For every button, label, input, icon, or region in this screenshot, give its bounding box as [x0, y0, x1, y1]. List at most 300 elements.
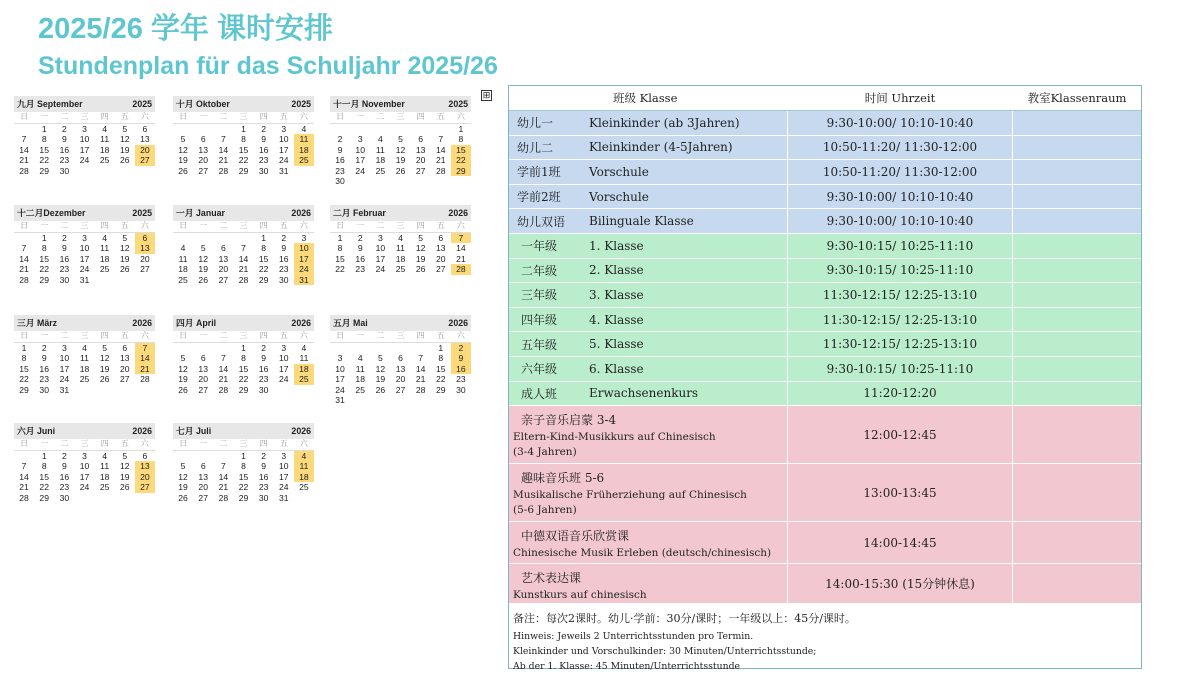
class-cell: [509, 283, 787, 307]
day: 20: [198, 155, 208, 165]
day: 3: [281, 450, 287, 461]
day: 15: [19, 363, 29, 374]
day: 2: [61, 450, 67, 461]
day: 24: [59, 374, 70, 384]
day: 11: [178, 253, 188, 264]
table-row: [509, 136, 1141, 161]
day: 11: [396, 243, 405, 253]
day: 26: [375, 384, 386, 395]
room-cell: [1013, 111, 1141, 135]
class-day: 24: [294, 264, 314, 275]
empty-day: [370, 124, 390, 135]
title-chinese: 2025/26 学年 课时安排: [38, 13, 333, 45]
day: 25: [99, 482, 110, 492]
class-name-de: 6. Klasse: [589, 361, 644, 376]
day: 17: [355, 155, 365, 165]
day: 14: [415, 363, 426, 374]
day: 12: [395, 144, 406, 155]
weekday-label: 三: [233, 112, 253, 124]
day: 8: [41, 461, 47, 471]
weekday-label: 日: [14, 439, 34, 451]
weekday-label: 二: [213, 221, 233, 233]
month-name: 五月 Mai: [333, 318, 368, 328]
day: 23: [258, 482, 269, 492]
weekday-label: 三: [74, 439, 94, 451]
weekday-label: 三: [233, 439, 253, 451]
day: 25: [355, 384, 365, 395]
day: 2: [261, 123, 267, 134]
month-days-grid: [173, 439, 314, 503]
day: 23: [258, 374, 269, 384]
day: 2: [357, 232, 363, 243]
day: 25: [299, 482, 309, 492]
day: 20: [198, 482, 208, 492]
day: 10: [355, 144, 365, 155]
weekday-label: 二: [54, 112, 74, 124]
empty-day: [193, 343, 213, 354]
day: 18: [99, 471, 110, 482]
class-day: 25: [294, 155, 314, 166]
day: 28: [435, 165, 446, 176]
day: 3: [61, 342, 67, 353]
weekday-label: 六: [135, 331, 155, 343]
day: 11: [355, 363, 365, 374]
month-year: 2026: [291, 208, 311, 218]
header-klassenraum: 教室Klassenraum: [1027, 91, 1127, 105]
day: 20: [140, 253, 150, 264]
room-cell: [1013, 234, 1141, 258]
header-klasse: 班级 Klasse: [613, 91, 678, 105]
header-uhrzeit: 时间 Uhrzeit: [787, 86, 1013, 110]
day: 11: [80, 353, 89, 363]
month-name: 十二月Dezember: [17, 208, 86, 218]
month-header: [330, 96, 471, 112]
day: 21: [456, 253, 466, 264]
weekday-label: 五: [274, 331, 294, 343]
day: 3: [82, 123, 87, 134]
day: 23: [59, 482, 70, 492]
weekday-label: 日: [14, 331, 34, 343]
month-days-grid: [14, 331, 155, 395]
day: 9: [281, 243, 287, 253]
empty-day: [193, 124, 213, 135]
day: 9: [61, 134, 67, 144]
day: 26: [395, 165, 406, 176]
day: 17: [375, 253, 386, 264]
month-name: 六月 Juni: [17, 426, 56, 436]
day: 24: [79, 264, 90, 274]
course-name-de: Chinesische Musik Erleben (deutsch/chinesisch): [513, 547, 772, 560]
month-calendar: [173, 423, 314, 503]
notes-section: [509, 604, 1141, 674]
weekday-label: 四: [95, 112, 115, 124]
month-year: 2025: [448, 99, 468, 109]
day: 15: [39, 144, 49, 155]
weekday-label: 一: [34, 221, 54, 233]
day: 17: [59, 363, 70, 374]
course-age-de: (3-4 Jahren): [513, 446, 577, 459]
note-german-line: Hinweis: Jeweils 2 Unterrichtsstunden pro Termin.: [513, 631, 754, 643]
weekday-label: 五: [431, 112, 451, 124]
class-day: 18: [294, 145, 314, 156]
time-cell: 9:30-10:00/ 10:10-10:40: [787, 185, 1013, 209]
class-day: 7: [135, 343, 155, 354]
course-name-zh: 中德双语音乐欣赏课: [521, 529, 630, 544]
class-day: 28: [451, 264, 471, 275]
day: 27: [198, 492, 208, 503]
month-calendar: [14, 96, 155, 176]
month-calendar: [173, 205, 314, 285]
day: 21: [19, 155, 29, 165]
month-header: [14, 315, 155, 331]
class-cell: [509, 136, 787, 160]
day: 22: [238, 374, 249, 384]
day: 3: [82, 232, 87, 243]
weekday-label: 一: [34, 439, 54, 451]
day: 30: [39, 384, 49, 395]
day: 5: [122, 123, 128, 134]
weekday-label: 三: [233, 221, 253, 233]
weekday-label: 四: [95, 439, 115, 451]
day: 23: [278, 264, 289, 274]
room-cell: [1013, 357, 1141, 381]
day: 30: [258, 492, 269, 503]
day: 25: [99, 264, 110, 274]
course-name-zh: 艺术表达课: [521, 571, 582, 586]
class-name-zh: 一年级: [521, 239, 558, 254]
weekday-label: 六: [294, 331, 314, 343]
table-row: [509, 259, 1141, 284]
month-year: 2026: [132, 318, 152, 328]
day: 23: [258, 155, 269, 165]
day: 2: [261, 450, 267, 461]
day: 5: [180, 461, 186, 471]
day: 22: [335, 264, 345, 274]
day: 5: [200, 243, 206, 253]
day: 27: [198, 384, 208, 395]
day: 13: [140, 134, 150, 144]
day: 24: [278, 374, 289, 384]
day: 12: [375, 363, 386, 374]
day: 20: [119, 363, 130, 374]
month-calendar: [330, 315, 471, 406]
day: 22: [19, 374, 29, 384]
day: 13: [395, 363, 406, 374]
day: 21: [218, 374, 229, 384]
class-day: 7: [451, 233, 471, 244]
weekday-label: 四: [254, 112, 274, 124]
day: 5: [398, 134, 403, 144]
month-days-grid: [14, 112, 155, 176]
note-chinese: 备注：每次2课时。幼儿·学前：30分/课时；一年级以上：45分/课时。: [513, 612, 856, 626]
table-row: [509, 357, 1141, 382]
empty-day: [173, 233, 193, 244]
day: 9: [61, 243, 67, 253]
class-day: 11: [294, 461, 314, 472]
day: 1: [458, 123, 464, 134]
day: 27: [198, 165, 208, 176]
day: 22: [238, 155, 249, 165]
day: 28: [218, 165, 229, 176]
month-calendar: [14, 315, 155, 395]
month-header: [330, 315, 471, 331]
weekday-label: 二: [213, 439, 233, 451]
time-cell: 9:30-10:15/ 10:25-11:10: [787, 259, 1013, 283]
day: 1: [438, 342, 444, 353]
empty-day: [330, 343, 350, 354]
month-header: [173, 315, 314, 331]
class-day: 29: [451, 166, 471, 177]
day: 15: [435, 363, 446, 374]
month-calendar: [173, 315, 314, 395]
day: 7: [220, 134, 226, 144]
day: 1: [41, 450, 47, 461]
day: 27: [415, 165, 426, 176]
schedule-table: [508, 85, 1142, 673]
day: 17: [79, 253, 90, 264]
table-row: [509, 234, 1141, 259]
class-name-zh: 五年级: [521, 337, 558, 352]
day: 9: [261, 353, 267, 363]
day: 14: [435, 144, 446, 155]
day: 5: [180, 353, 186, 363]
class-day: 13: [135, 461, 155, 472]
class-day: 2: [451, 343, 471, 354]
day: 21: [435, 155, 446, 165]
weekday-label: 五: [115, 221, 135, 233]
time-cell: 11:30-12:15/ 12:25-13:10: [787, 308, 1013, 332]
day: 20: [435, 253, 446, 264]
day: 18: [375, 155, 386, 165]
day: 17: [278, 363, 289, 374]
day: 14: [19, 253, 29, 264]
day: 1: [337, 232, 343, 243]
weekday-label: 五: [274, 221, 294, 233]
empty-day: [173, 451, 193, 462]
class-day: 10: [294, 243, 314, 254]
day: 20: [198, 374, 208, 384]
day: 8: [41, 134, 47, 144]
day: 13: [198, 144, 208, 155]
day: 1: [241, 342, 246, 353]
weekday-label: 六: [135, 439, 155, 451]
month-year: 2026: [291, 318, 311, 328]
month-days-grid: [173, 221, 314, 285]
class-day: 4: [294, 451, 314, 462]
day: 30: [258, 384, 269, 395]
day: 30: [59, 165, 70, 176]
weekday-label: 二: [370, 331, 390, 343]
day: 24: [355, 165, 365, 176]
day: 28: [19, 165, 29, 176]
day: 26: [178, 165, 188, 176]
weekday-label: 一: [34, 112, 54, 124]
expand-table-icon[interactable]: ⊞: [482, 90, 491, 100]
day: 14: [19, 471, 29, 482]
month-year: 2026: [291, 426, 311, 436]
course-age-de: (5-6 Jahren): [513, 504, 577, 517]
empty-day: [350, 124, 370, 135]
course-name-zh: 亲子音乐启蒙 3-4: [521, 413, 617, 428]
month-calendar: [14, 205, 155, 285]
day: 3: [82, 450, 87, 461]
month-header: [330, 205, 471, 221]
day: 7: [241, 243, 246, 253]
day: 10: [375, 243, 386, 253]
day: 14: [238, 253, 249, 264]
day: 9: [261, 134, 267, 144]
empty-day: [193, 233, 213, 244]
day: 18: [355, 374, 365, 384]
day: 16: [258, 471, 269, 482]
day: 1: [41, 232, 47, 243]
class-day: 22: [451, 155, 471, 166]
day: 18: [99, 144, 110, 155]
weekday-label: 三: [390, 221, 410, 233]
day: 6: [220, 243, 226, 253]
day: 10: [79, 134, 90, 144]
day: 31: [335, 395, 345, 405]
time-cell: 9:30-10:15/ 10:25-11:10: [787, 357, 1013, 381]
day: 18: [178, 264, 188, 274]
day: 26: [119, 155, 130, 165]
class-name-de: Erwachsenenkurs: [589, 386, 699, 401]
day: 9: [41, 353, 47, 363]
day: 6: [200, 353, 206, 363]
day: 22: [238, 482, 249, 492]
class-name-zh: 学前2班: [517, 190, 561, 205]
table-row: [509, 160, 1141, 185]
month-name: 十月 Oktober: [176, 99, 230, 109]
room-cell: [1013, 308, 1141, 332]
day: 30: [59, 492, 70, 503]
month-header: [14, 96, 155, 112]
day: 31: [278, 492, 289, 503]
weekday-label: 日: [173, 221, 193, 233]
day: 22: [435, 374, 446, 384]
day: 2: [337, 134, 343, 144]
weekday-label: 六: [294, 221, 314, 233]
day: 14: [218, 471, 229, 482]
day: 8: [241, 134, 246, 144]
note-german-line: Ab der 1. Klasse: 45 Minuten/Unterrichtsstunde: [513, 661, 741, 673]
day: 12: [415, 243, 426, 253]
weekday-label: 二: [54, 439, 74, 451]
day: 22: [258, 264, 269, 274]
day: 5: [377, 353, 383, 363]
day: 26: [178, 492, 188, 503]
day: 8: [458, 134, 464, 144]
class-day: 11: [294, 134, 314, 145]
day: 13: [218, 253, 229, 264]
class-name-de: 2. Klasse: [589, 263, 644, 278]
day: 6: [142, 450, 148, 461]
day: 5: [122, 450, 128, 461]
day: 17: [79, 471, 90, 482]
day: 29: [238, 384, 249, 395]
day: 22: [39, 482, 49, 492]
class-cell: [509, 209, 787, 233]
month-name: 一月 Januar: [176, 208, 225, 218]
day: 8: [21, 353, 27, 363]
day: 21: [218, 482, 229, 492]
empty-day: [213, 343, 233, 354]
weekday-label: 六: [294, 439, 314, 451]
weekday-label: 日: [330, 331, 350, 343]
class-cell: [509, 160, 787, 184]
room-cell: [1013, 564, 1141, 603]
day: 6: [438, 232, 444, 243]
day: 13: [415, 144, 426, 155]
day: 10: [59, 353, 70, 363]
month-name: 四月 April: [176, 318, 217, 328]
day: 6: [122, 342, 128, 353]
day: 21: [415, 374, 426, 384]
day: 3: [377, 232, 383, 243]
day: 19: [119, 471, 130, 482]
day: 20: [415, 155, 426, 165]
day: 17: [278, 471, 289, 482]
day: 7: [220, 461, 226, 471]
class-day: 17: [294, 254, 314, 265]
room-cell: [1013, 522, 1141, 563]
month-days-grid: [330, 112, 471, 187]
room-cell: [1013, 160, 1141, 184]
day: 10: [278, 461, 289, 471]
empty-day: [390, 124, 410, 135]
class-name-zh: 学前1班: [517, 165, 561, 180]
month-days-grid: [173, 331, 314, 395]
class-name-zh: 幼儿双语: [517, 214, 566, 229]
day: 26: [415, 264, 426, 274]
day: 7: [418, 353, 424, 363]
day: 2: [61, 232, 67, 243]
month-calendar: [330, 96, 471, 187]
day: 6: [200, 461, 206, 471]
day: 26: [178, 384, 188, 395]
day: 25: [395, 264, 406, 274]
day: 6: [200, 134, 206, 144]
class-cell: [509, 185, 787, 209]
class-day: 31: [294, 275, 314, 286]
table-row: [509, 185, 1141, 210]
day: 19: [119, 144, 130, 155]
class-name-zh: 成人班: [521, 386, 558, 401]
course-cell: [509, 564, 787, 603]
empty-day: [14, 451, 34, 462]
day: 5: [102, 342, 108, 353]
table-row: [509, 283, 1141, 308]
empty-day: [411, 124, 431, 135]
course-row: [509, 406, 1141, 464]
class-name-zh: 六年级: [521, 362, 558, 377]
course-cell: [509, 406, 787, 463]
month-year: 2026: [448, 318, 468, 328]
day: 1: [21, 342, 27, 353]
day: 23: [456, 374, 466, 384]
day: 19: [395, 155, 406, 165]
time-cell: 9:30-10:15/ 10:25-11:10: [787, 234, 1013, 258]
day: 6: [398, 353, 403, 363]
course-cell: [509, 522, 787, 563]
time-cell: 13:00-13:45: [787, 464, 1013, 521]
day: 25: [99, 155, 110, 165]
weekday-label: 三: [233, 331, 253, 343]
day: 13: [119, 353, 130, 363]
empty-day: [370, 343, 390, 354]
day: 12: [198, 253, 208, 264]
day: 7: [21, 243, 27, 253]
